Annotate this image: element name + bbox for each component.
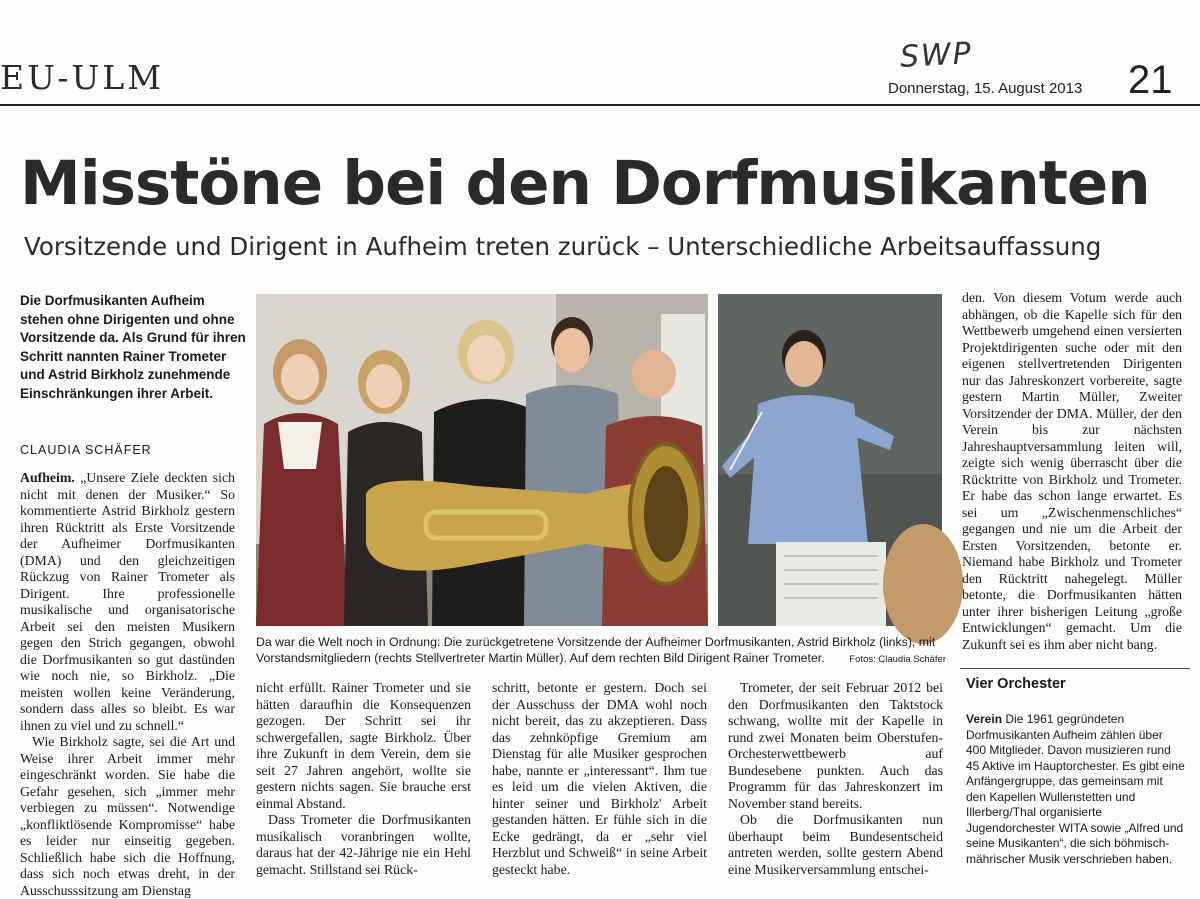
conductor-photo-image <box>718 294 942 626</box>
photo-group <box>256 294 708 626</box>
dateline: Aufheim. <box>20 470 75 485</box>
col3-paragraph-1: schritt, betonte er gestern. Doch sei der Ausschuss der DMA wohl noch nicht bereit, das zu akzeptieren. Dass das zehnköpfige Gremium am Dienstag für alle Musiker gesprochen habe, nannte er „interessant“. Ihm tue es leid um die vielen Aktiven, die hinter seiner und Birkholz' Arbeit gestanden hätten. Er fühle sich in die Ecke gedrängt, da er „sehr viel Herzblut und Schweiß“ in seine Arbeit gesteckt habe. <box>492 680 707 877</box>
handwritten-stamp: SWP <box>899 36 974 75</box>
col4-paragraph-2: Ob die Dorfmusikanten nun überhaupt beim Bundesentscheid antreten werden, sollte gestern Abend eine Musikerversammlung entschei- <box>728 812 943 877</box>
col1-paragraph-1: „Unsere Ziele deckten sich nicht mit denen der Musiker.“ So kommentierte Astrid Birkholz gestern ihren Rücktritt als Erste Vorsitzende der Aufheimer Dorfmusikanten (DMA) und den gleichzeitigen Rückzug von Rainer Trometer als Dirigent. Ihre professionelle musikalische und organisatorische Arbeit sei den meisten Musikern gegen den Strich gegangen, obwohl die Dorfmusikanten so gut dastünden wie noch nie, so Birkholz. „Die meisten wollen keine Veränderung, sondern dass alles so bleibt. Es war ihnen zu viel und zu schnell.“ <box>20 470 236 733</box>
lead-paragraph: Die Dorfmusikanten Aufheim stehen ohne Dirigenten und ohne Vorsitzende da. Als Grund für ihren Schritt nannten Rainer Trometer und Astrid Birkholz zunehmende Einschränkungen ihrer Arbeit. <box>20 293 246 401</box>
infobox-title: Vier Orchester <box>966 676 1066 692</box>
col5-paragraph-1: den. Von diesem Votum werde auch abhängen, ob die Kapelle sich für den Wettbewerb umgehend einen versierten Projektdirigenten suche oder mit den eigenen stellvertretenden Dirigenten nur das Jahreskonzert vorbereite, sagte gestern Martin Müller, Zweiter Vorsitzender der DMA. Müller, der den Verein bis zur nächsten Jahreshauptversammlung leiten will, zeigte sich wenig überrascht über die Rücktritte von Birkholz und Trometer. Er habe das schon lange erwartet. Es sei um „Zwischenmenschliches“ gegangen und nie um die Arbeit der Ersten Vorsitzenden, betonte er. Niemand habe Birkholz und Trometer den Rücktritt nahegelegt. Müller betonte, die Dorfmusikanten hätten unter ihrer bisherigen Leitung „große Entwicklungen“ gemacht. Um die Zukunft sei es ihm aber nicht bang. <box>962 290 1182 652</box>
headline: Misstöne bei den Dorfmusikanten <box>20 148 1150 219</box>
article-column-2 <box>256 680 471 877</box>
section-name: EU-ULM <box>0 58 164 97</box>
infobox-body: Die 1961 gegründeten Dorfmusikanten Aufheim zählen über 400 Mitglieder. Davon musizieren rund 45 Aktive im Hauptorchester. Es gibt eine Anfängergruppe, das gemeinsam mit den Kapellen Wullenstetten und Illerberg/Thal organisierte Jugendorchester WITA sowie „Alfred und seine Musikanten“, die sich böhmisch-mährischer Musik verschrieben haben. <box>966 712 1185 866</box>
photo-conductor <box>718 294 942 626</box>
article-column-3 <box>492 680 707 877</box>
author-byline: CLAUDIA SCHÄFER <box>20 443 152 457</box>
infobox-text <box>966 712 1186 867</box>
issue-date: Donnerstag, 15. August 2013 <box>888 80 1083 97</box>
col1-paragraph-2: Wie Birkholz sagte, sei die Art und Weise ihrer Arbeit immer mehr eingeschränkt worden. Sie habe die Gefahr gesehen, sich „immer mehr verbiegen zu müssen“. Notwendige „konfliktlösende Kompromisse“ habe es leider nur einseitig gegeben. Schließlich habe sich die Hoffnung, dass sich noch etwas dreht, in der Ausschusssitzung am Dienstag <box>20 734 235 898</box>
article-column-4 <box>728 680 943 877</box>
col2-paragraph-2: Dass Trometer die Dorfmusikanten musikalisch voranbringen wollte, daraus hat der 42-Jährige nie ein Hehl gemacht. Stillstand sei Rück- <box>256 812 471 877</box>
col2-paragraph-1: nicht erfüllt. Rainer Trometer und sie hätten daraufhin die Konsequenzen gezogen. Der Schritt sei ihr schwergefallen, sagte Birkholz. Über ihre Zukunft in dem Verein, dem sie seit 27 Jahren angehört, wollte sie gestern nichts sagen. Sie brauche erst einmal Abstand. <box>256 680 471 811</box>
photo-caption <box>256 634 946 668</box>
page-number: 21 <box>1128 58 1173 102</box>
masthead-rule <box>0 104 1200 106</box>
group-photo-image <box>256 294 708 626</box>
infobox-label: Verein <box>966 712 1003 726</box>
col4-paragraph-1: Trometer, der seit Februar 2012 bei den Dorfmusikanten den Taktstock schwang, wollte mit der Kapelle in rund zwei Monaten beim Oberstufen-Orchesterwettbewerb auf Bundesebene punkten. Auch das Programm für das Jahreskonzert im November stand bereits. <box>728 680 943 811</box>
photo-credit: Fotos: Claudia Schäfer <box>849 654 946 665</box>
infobox-rule <box>960 668 1190 669</box>
subheadline: Vorsitzende und Dirigent in Aufheim treten zurück – Unterschiedliche Arbeitsauffassung <box>24 232 1102 261</box>
article-column-1 <box>20 470 236 898</box>
article-column-5 <box>962 290 1182 658</box>
caption-text: Da war die Welt noch in Ordnung: Die zurückgetretene Vorsitzende der Aufheimer Dorfmusikanten, Astrid Birkholz (links), mit Vorstandsmitgliedern (rechts Stellvertreter Martin Müller). Auf dem rechten Bild Dirigent Rainer Trometer. <box>256 635 936 665</box>
